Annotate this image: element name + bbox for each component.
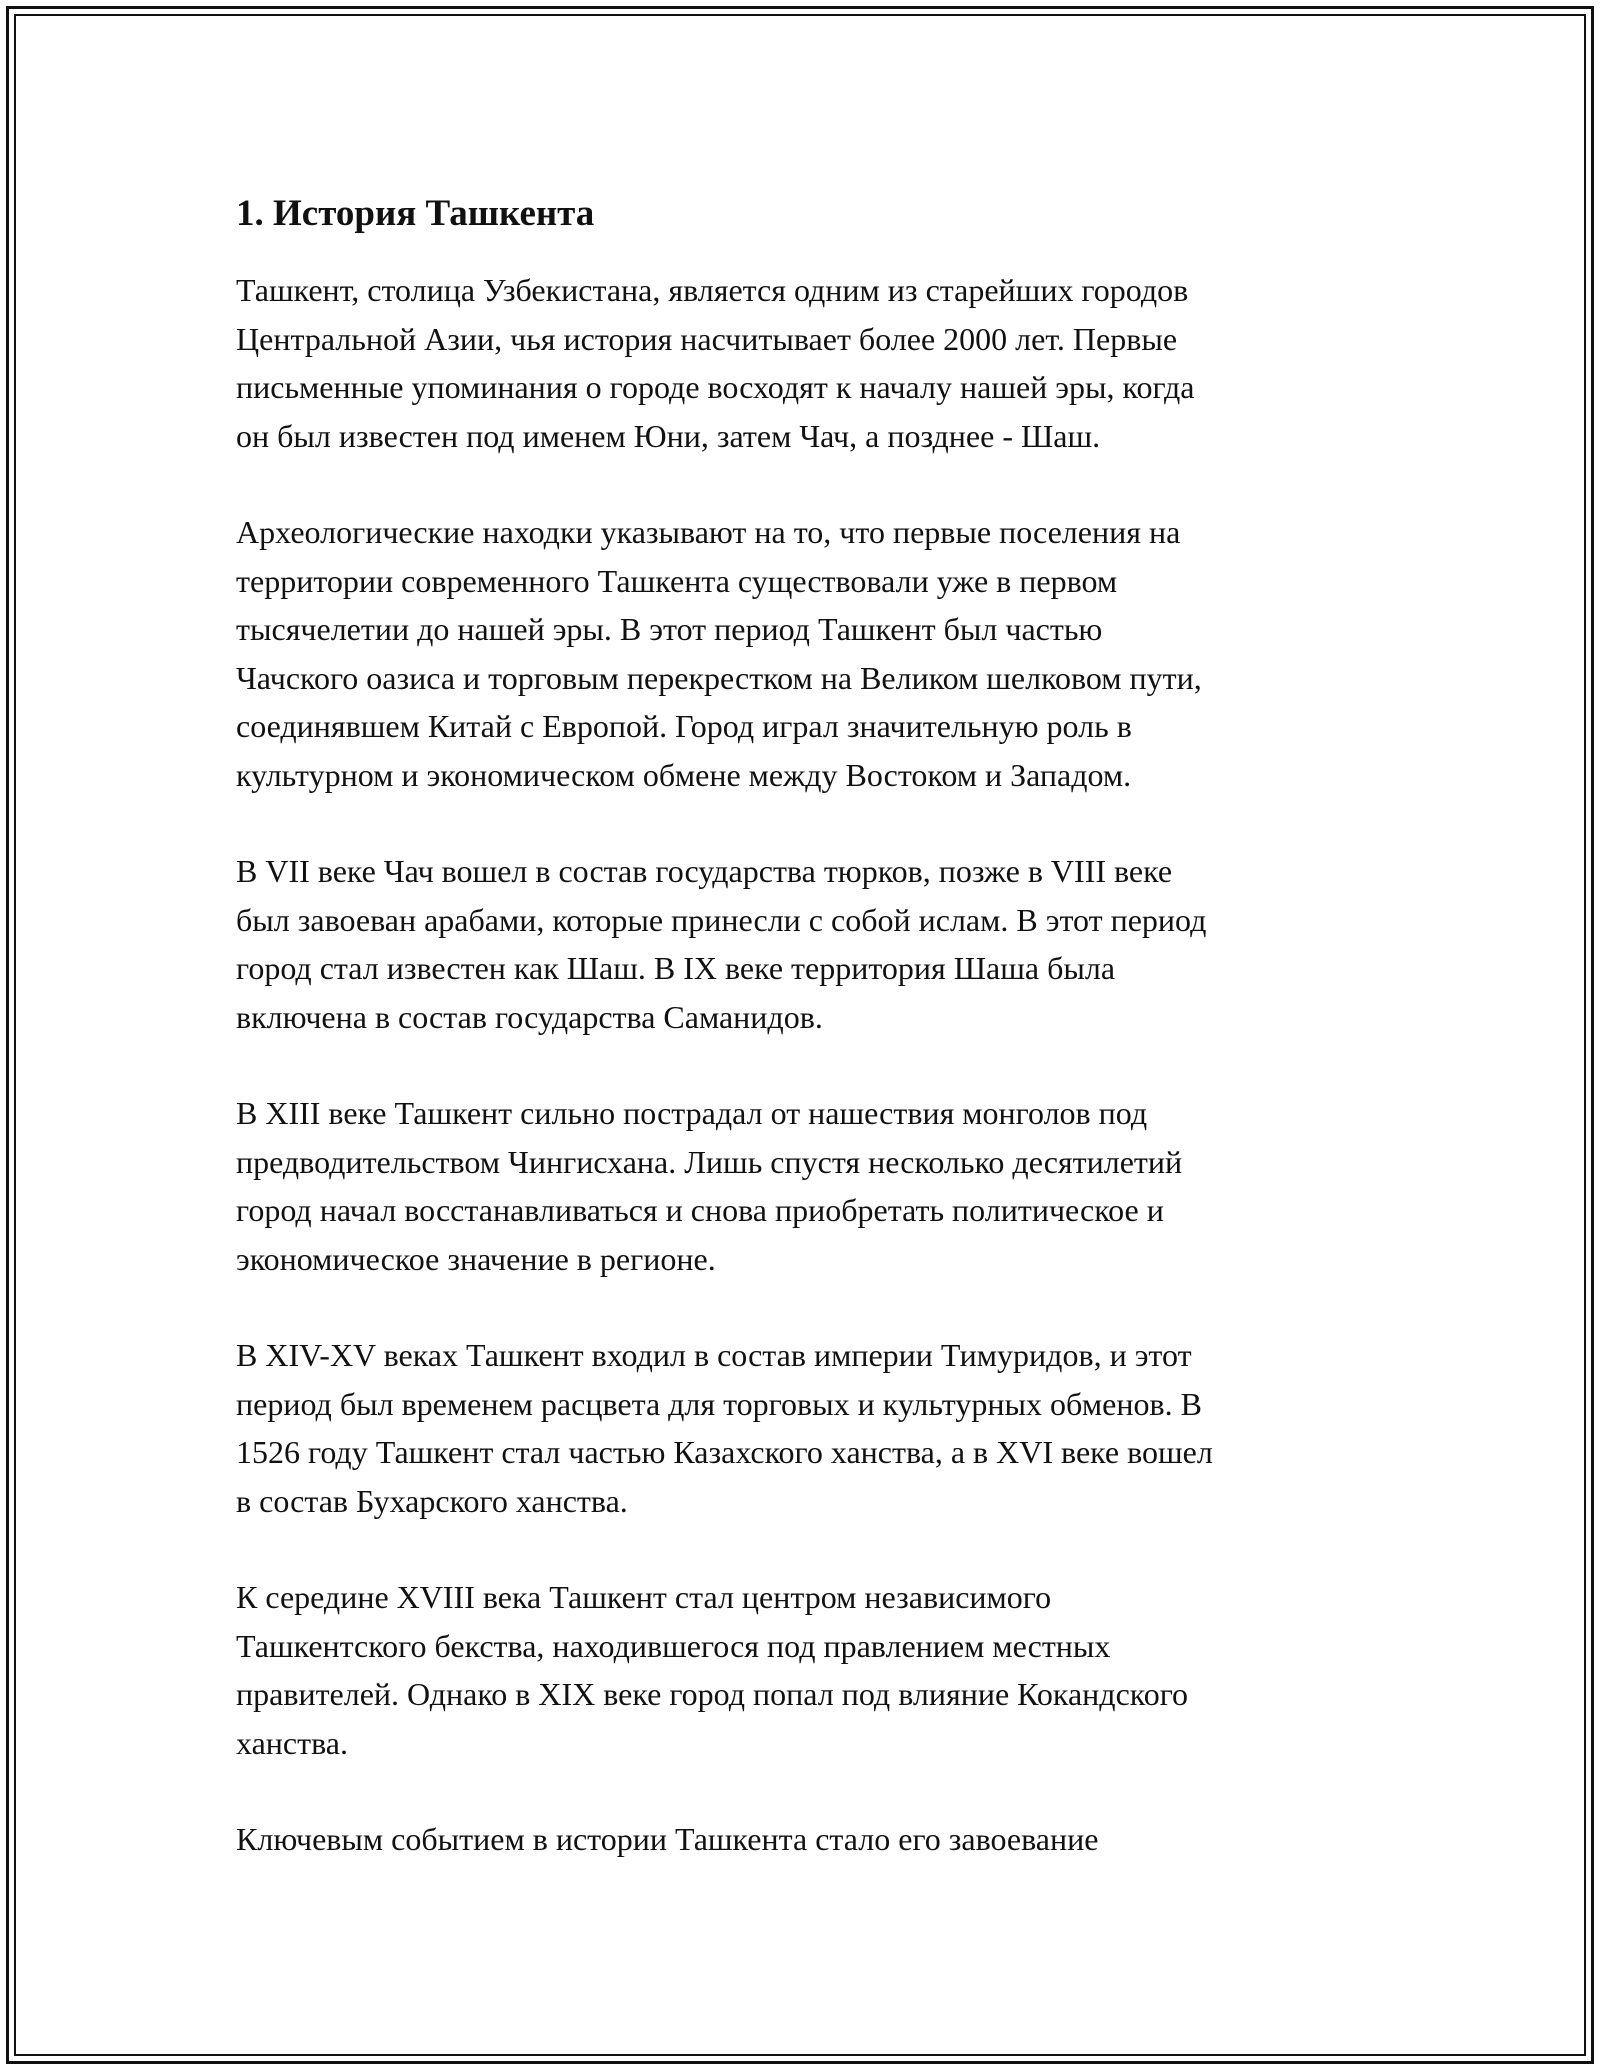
paragraph bbox=[236, 1815, 1396, 1864]
text-line: Ключевым событием в истории Ташкента стало его завоевание bbox=[236, 1821, 1099, 1857]
text-line: в состав Бухарского ханства. bbox=[236, 1482, 628, 1519]
text-line: город стал известен как Шаш. В IX веке территория Шаша была bbox=[236, 950, 1116, 986]
text-line: письменные упоминания о городе восходят к началу нашей эры, когда bbox=[236, 369, 1195, 405]
text-line: он был известен под именем Юни, затем Чач, а позднее - Шаш. bbox=[236, 417, 1101, 454]
paragraph bbox=[236, 266, 1396, 460]
text-line: В XIII веке Ташкент сильно пострадал от нашествия монголов под bbox=[236, 1095, 1148, 1131]
text-line: Ташкентского бекства, находившегося под правлением местных bbox=[236, 1627, 1111, 1664]
paragraph bbox=[236, 1573, 1396, 1767]
text-line: правителей. Однако в XIX веке город попал под влияние Кокандского bbox=[236, 1676, 1189, 1712]
text-line: территории современного Ташкента существовали уже в первом bbox=[236, 562, 1118, 599]
text-line: соединявшем Китай с Европой. Город играл значительную роль в bbox=[236, 708, 1132, 744]
text-line: Чачского оазиса и торговым перекрестком на Великом шелковом пути, bbox=[236, 659, 1202, 696]
text-line: Археологические находки указывают на то, что первые поселения на bbox=[236, 514, 1181, 550]
text-line: тысячелетии до нашей эры. В этот период Ташкент был частью bbox=[236, 611, 1103, 647]
text-line: В VII веке Чач вошел в состав государства тюрков, позже в VIII веке bbox=[236, 853, 1173, 889]
text-line: культурном и экономическом обмене между Востоком и Западом. bbox=[236, 756, 1132, 793]
text-line: предводительством Чингисхана. Лишь спустя несколько десятилетий bbox=[236, 1143, 1183, 1180]
text-line: ханства. bbox=[236, 1724, 348, 1761]
text-line: 1526 году Ташкент стал частью Казахского ханства, а в XVI веке вошел bbox=[236, 1434, 1213, 1470]
text-line: Ташкент, столица Узбекистана, является одним из старейших городов bbox=[236, 272, 1189, 308]
text-line: включена в состав государства Саманидов. bbox=[236, 998, 823, 1035]
section-heading: 1. История Ташкента bbox=[236, 193, 595, 234]
text-line: экономическое значение в регионе. bbox=[236, 1240, 716, 1277]
paragraph bbox=[236, 1089, 1396, 1283]
text-line: был завоеван арабами, которые принесли с собой ислам. В этот период bbox=[236, 901, 1207, 938]
text-line: Центральной Азии, чья история насчитывает более 2000 лет. Первые bbox=[236, 320, 1178, 357]
paragraph bbox=[236, 508, 1396, 799]
text-line: период был временем расцвета для торговых и культурных обменов. В bbox=[236, 1385, 1202, 1422]
paragraph bbox=[236, 847, 1396, 1041]
text-line: город начал восстанавливаться и снова приобретать политическое и bbox=[236, 1192, 1164, 1228]
document-body bbox=[236, 188, 1396, 1912]
text-line: В XIV-XV веках Ташкент входил в состав империи Тимуридов, и этот bbox=[236, 1337, 1192, 1373]
text-line: К середине XVIII века Ташкент стал центром независимого bbox=[236, 1579, 1052, 1615]
paragraph bbox=[236, 1331, 1396, 1525]
